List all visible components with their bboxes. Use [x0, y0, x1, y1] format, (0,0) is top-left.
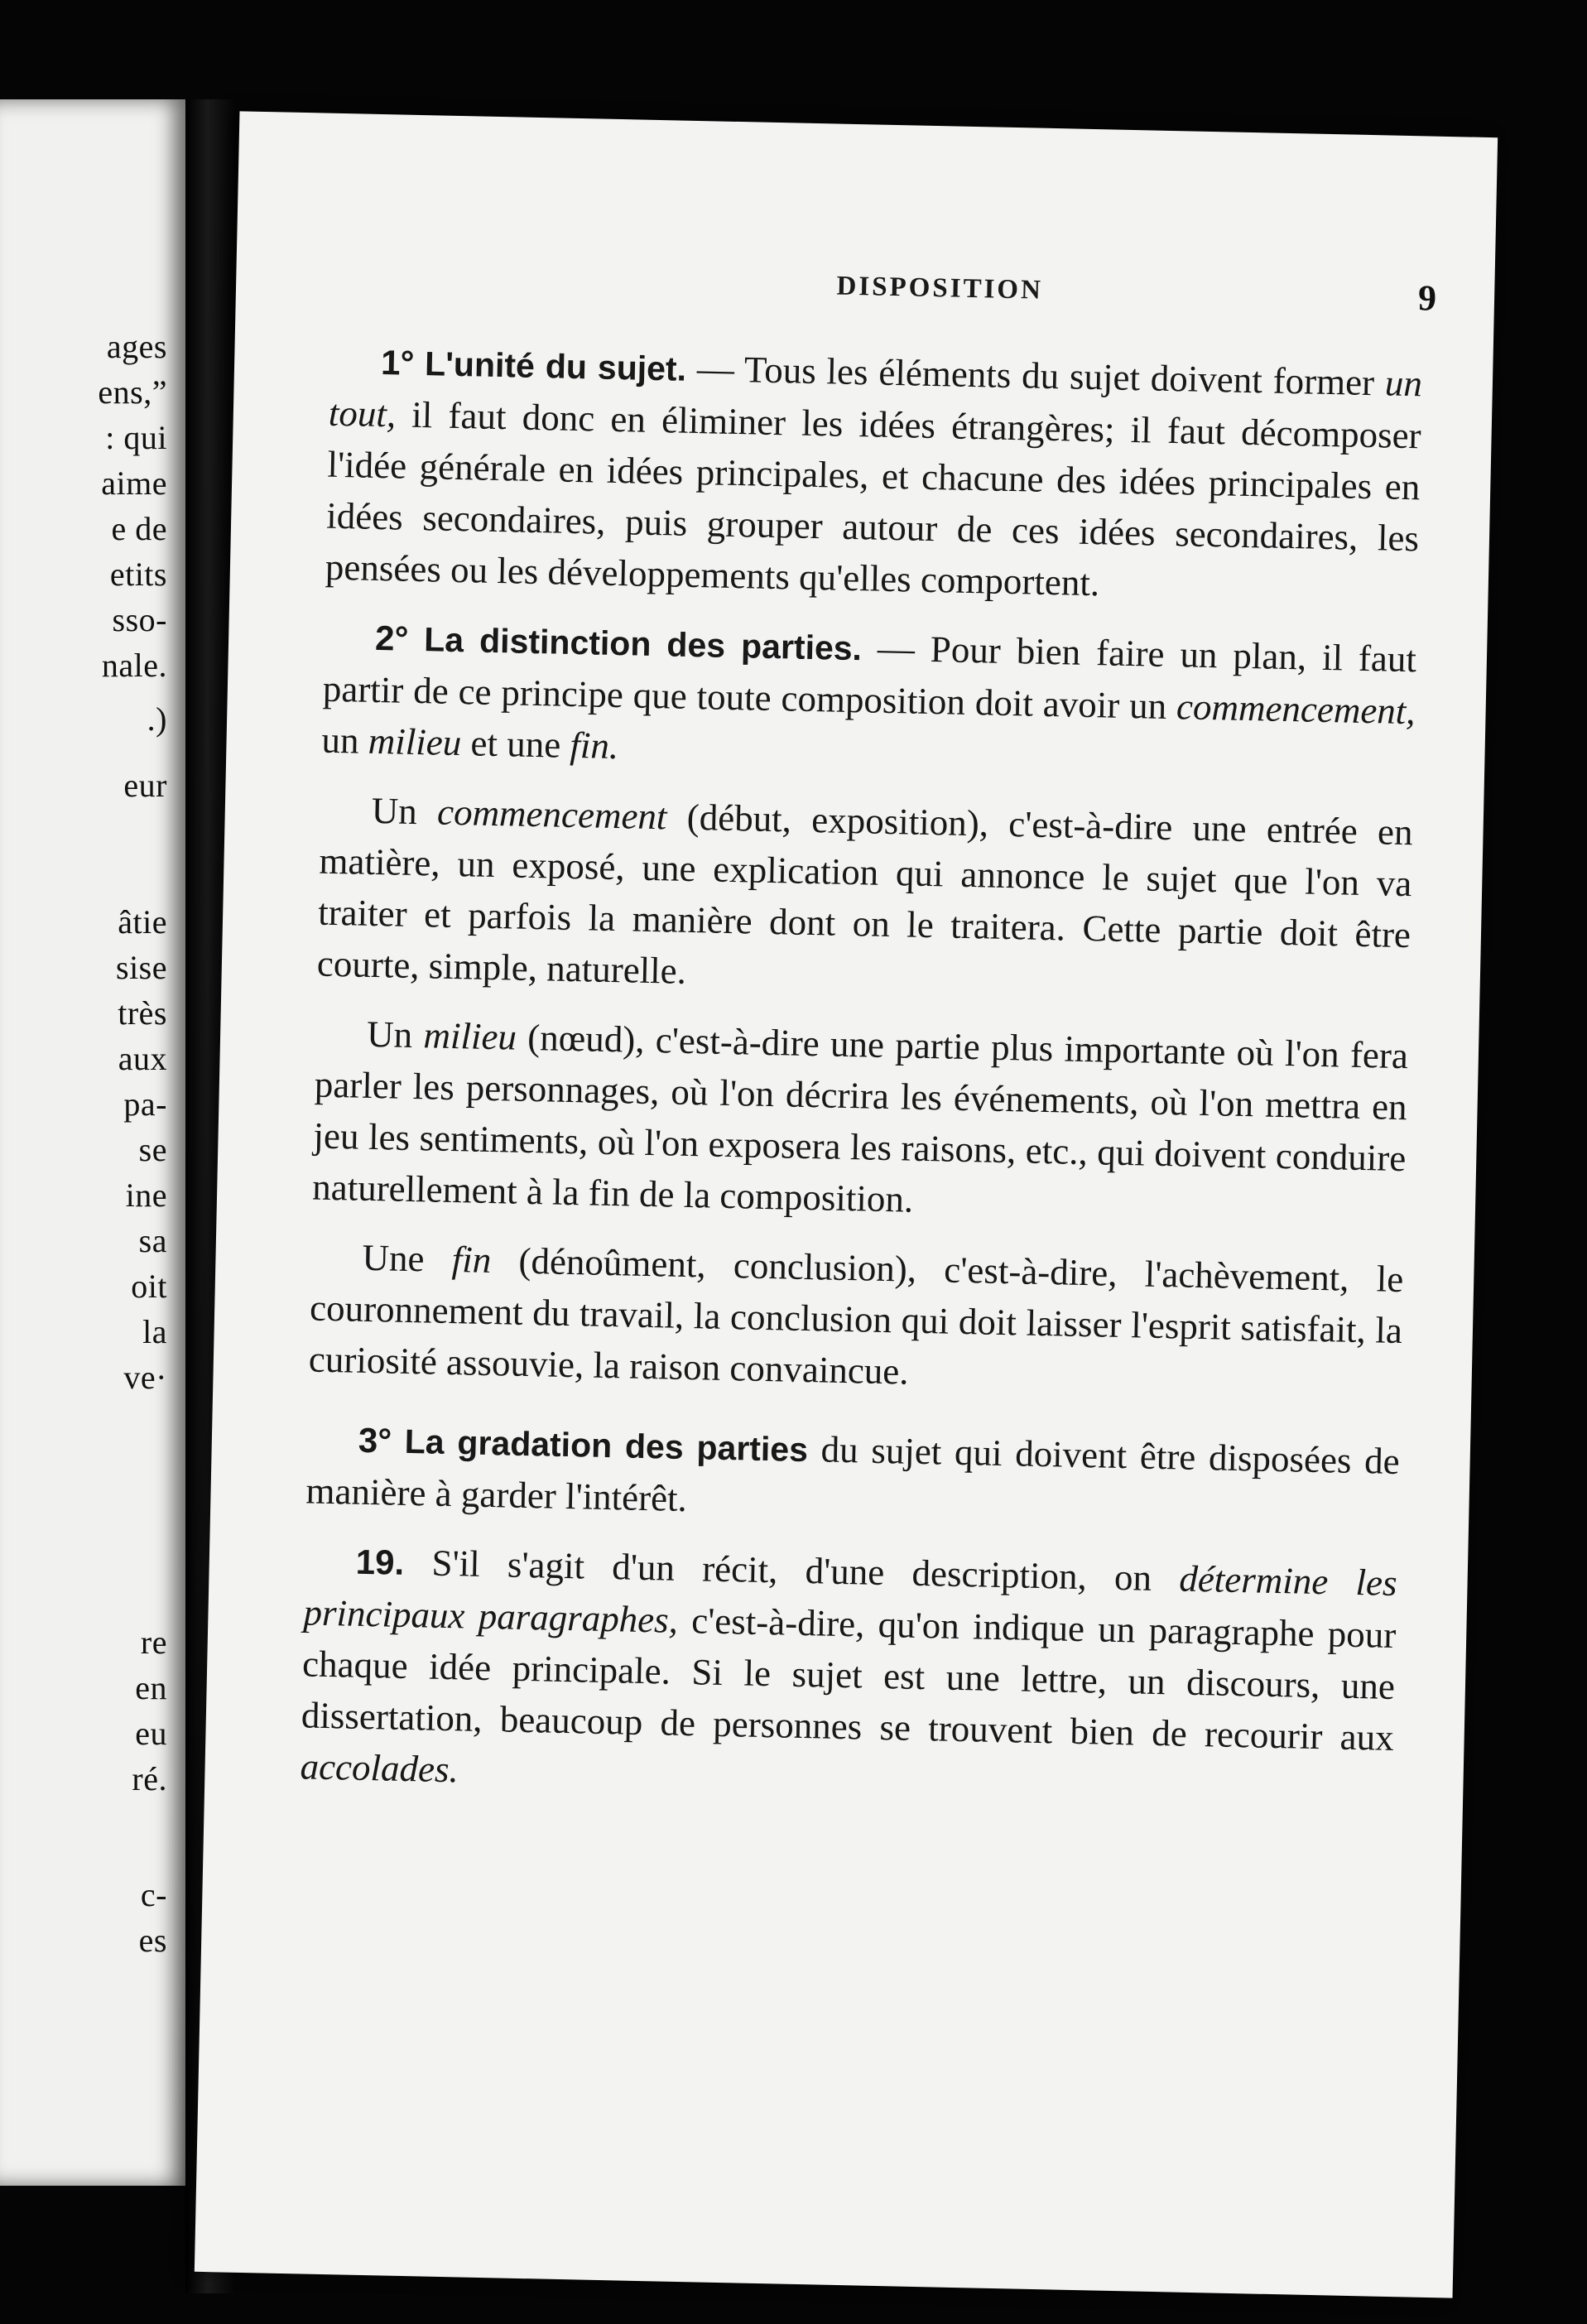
facing-page-line: eur: [123, 767, 167, 804]
paragraph-text: S'il s'agit d'un récit, d'une description, on: [403, 1541, 1180, 1600]
emphasis-text: commencement,: [1176, 686, 1416, 733]
book-page: [195, 111, 1498, 2298]
facing-page-line: ine: [125, 1176, 167, 1214]
paragraph-text: — Tous les éléments du sujet doivent former: [685, 347, 1386, 404]
paragraph-19: [300, 1534, 1397, 1815]
facing-page: [0, 99, 189, 2186]
paragraph-text: un: [321, 719, 369, 762]
emphasis-text: un tout,: [328, 362, 1423, 435]
facing-page-line: en: [135, 1669, 167, 1706]
facing-page-line: la: [142, 1313, 167, 1350]
section-heading: La distinction des parties.: [423, 620, 863, 668]
emphasis-text: détermine les principaux paragraphes,: [303, 1557, 1398, 1641]
facing-page-line: se: [138, 1131, 167, 1168]
paragraph-fin: [308, 1230, 1404, 1407]
facing-page-line: très: [118, 994, 167, 1032]
paragraph-text: il faut donc en éliminer les idées étrangères; il faut décomposer l'idée générale en idées principales, et chacune des idées principales en idées secondaires, puis grouper autour de ces idées secondaires, les pensées ou les développements qu'elles comportent.: [325, 393, 1422, 604]
paragraph-text: (début, exposition), c'est-à-dire une entrée en matière, un exposé, une explication qui annonce le sujet que l'on va traiter et parfois la manière dont on le traitera. Cette partie doit être courte, simple, naturelle.: [316, 796, 1414, 992]
paragraph-text: — Pour bien faire un plan, il faut partir de ce principe que toute composition doit avoir un: [322, 627, 1417, 728]
section-number: 1°: [380, 343, 415, 383]
emphasis-text: fin: [451, 1239, 492, 1282]
paragraph-text: Un: [371, 789, 438, 833]
facing-page-line: c-: [140, 1876, 167, 1913]
facing-page-line: oit: [131, 1268, 167, 1305]
paragraph-text: Une: [362, 1236, 453, 1281]
paragraph-text: c'est-à-dire, qu'on indique un paragraphe pour chaque idée principale. Si le sujet est une lettre, un discours, une dissertation, beaucoup de personnes se trouvent bien de recourir aux: [301, 1599, 1397, 1759]
facing-page-line: sise: [116, 949, 167, 986]
facing-page-line: e de: [111, 510, 167, 547]
facing-page-line: eu: [135, 1715, 167, 1752]
section-heading: La gradation des parties: [404, 1422, 809, 1470]
facing-page-line: ré.: [132, 1760, 167, 1797]
paragraph-text: (dénoûment, conclusion), c'est-à-dire, l'achèvement, le couronnement du travail, la conclusion qui doit laisser l'esprit satisfait, la curiosité assouvie, la raison convaincue.: [308, 1239, 1404, 1393]
paragraph-distinction-des-parties: [321, 611, 1417, 789]
section-heading: L'unité du sujet.: [424, 344, 687, 388]
facing-page-line: aux: [118, 1040, 167, 1077]
facing-page-line: ages: [106, 328, 167, 365]
section-number: 2°: [374, 618, 409, 658]
facing-page-line: : qui: [105, 419, 167, 456]
facing-page-line: sso-: [112, 601, 167, 638]
facing-page-line: nale.: [101, 647, 167, 684]
facing-page-line: .): [147, 700, 167, 738]
running-head: DISPOSITION: [836, 271, 1044, 306]
page-number: 9: [1417, 277, 1437, 319]
facing-page-line: sa: [138, 1222, 167, 1259]
facing-page-line: etits: [109, 556, 167, 593]
facing-page-line: ve·: [123, 1359, 167, 1396]
section-number: 3°: [358, 1420, 392, 1460]
facing-page-line: es: [138, 1922, 167, 1959]
emphasis-text: commencement: [436, 791, 668, 838]
facing-page-line: re: [140, 1624, 167, 1661]
page-body: [300, 335, 1423, 1833]
facing-page-line: âtie: [118, 903, 167, 941]
facing-page-line: aime: [101, 464, 167, 502]
emphasis-text: milieu: [422, 1014, 517, 1058]
paragraph-milieu: [312, 1008, 1409, 1236]
paragraph-number: 19.: [355, 1542, 405, 1582]
paragraph-unite-du-sujet: [325, 335, 1422, 616]
facing-page-line: pa-: [123, 1085, 167, 1123]
paragraph-text: (nœud), c'est-à-dire une partie plus importante où l'on fera parler les personnages, où l'on décrira les événements, où l'on mettra en jeu les sentiments, où l'on exposera les raisons, etc., qui doivent conduire naturellement à la fin de la composition.: [311, 1016, 1409, 1220]
paragraph-commencement: [316, 784, 1413, 1013]
facing-page-line: ens,”: [98, 373, 167, 411]
paragraph-text: et une: [460, 722, 571, 766]
emphasis-text: milieu: [368, 719, 462, 764]
emphasis-text: fin.: [569, 724, 619, 767]
paragraph-text: Un: [366, 1013, 425, 1056]
paragraph-text: du sujet qui doivent être disposées de manière à garder l'intérêt.: [305, 1428, 1401, 1520]
emphasis-text: accolades.: [300, 1745, 459, 1791]
paragraph-gradation-des-parties: [305, 1412, 1400, 1539]
